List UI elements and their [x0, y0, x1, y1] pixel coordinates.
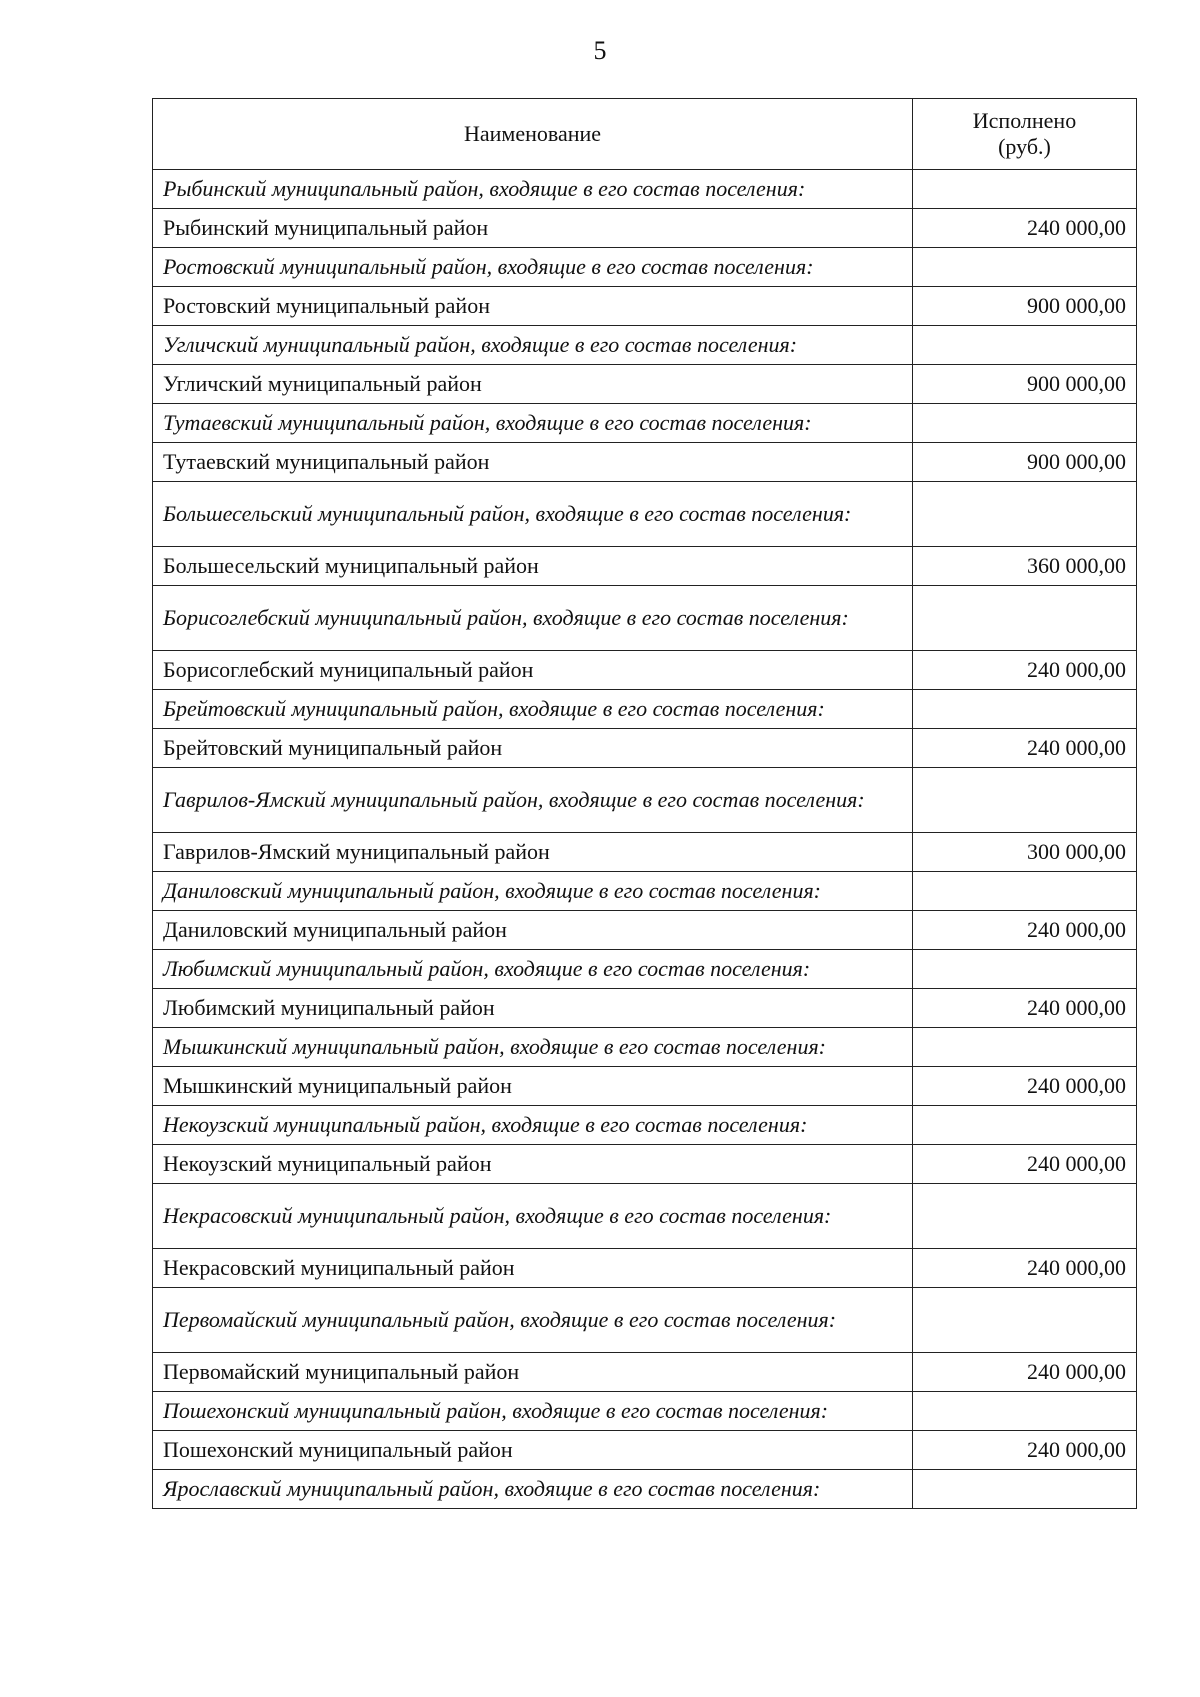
amount-cell — [913, 404, 1137, 443]
amount-cell — [913, 1106, 1137, 1145]
group-header-label: Некрасовский муниципальный район, входящие в его состав поселения: — [153, 1184, 913, 1249]
district-row — [153, 1431, 1137, 1470]
group-header-label: Борисоглебский муниципальный район, входящие в его состав поселения: — [153, 586, 913, 651]
amount-cell: 240 000,00 — [913, 911, 1137, 950]
amount-cell — [913, 1288, 1137, 1353]
group-header-label: Даниловский муниципальный район, входящие в его состав поселения: — [153, 872, 913, 911]
group-header-row — [153, 482, 1137, 547]
group-header-label: Некоузский муниципальный район, входящие в его состав поселения: — [153, 1106, 913, 1145]
amount-cell: 240 000,00 — [913, 989, 1137, 1028]
group-header-label: Рыбинский муниципальный район, входящие в его состав поселения: — [153, 170, 913, 209]
page-number: 5 — [593, 36, 607, 65]
amount-cell: 240 000,00 — [913, 1353, 1137, 1392]
column-header-amount-line1: Исполнено — [972, 108, 1077, 133]
column-header-name: Наименование — [153, 99, 913, 170]
group-header-row — [153, 872, 1137, 911]
group-header-label: Первомайский муниципальный район, входящие в его состав поселения: — [153, 1288, 913, 1353]
amount-cell — [913, 872, 1137, 911]
district-row — [153, 1353, 1137, 1392]
amount-cell: 240 000,00 — [913, 1249, 1137, 1288]
district-name: Борисоглебский муниципальный район — [153, 651, 913, 690]
district-row — [153, 1145, 1137, 1184]
group-header-row — [153, 1288, 1137, 1353]
amount-cell: 240 000,00 — [913, 651, 1137, 690]
district-row — [153, 1067, 1137, 1106]
group-header-label: Брейтовский муниципальный район, входящие в его состав поселения: — [153, 690, 913, 729]
amount-cell: 900 000,00 — [913, 443, 1137, 482]
district-row — [153, 911, 1137, 950]
group-header-label: Любимский муниципальный район, входящие в его состав поселения: — [153, 950, 913, 989]
district-name: Большесельский муниципальный район — [153, 547, 913, 586]
group-header-row — [153, 1184, 1137, 1249]
group-header-row — [153, 404, 1137, 443]
amount-cell: 300 000,00 — [913, 833, 1137, 872]
district-name: Рыбинский муниципальный район — [153, 209, 913, 248]
district-name: Брейтовский муниципальный район — [153, 729, 913, 768]
group-header-row — [153, 326, 1137, 365]
amount-cell: 900 000,00 — [913, 287, 1137, 326]
district-name: Ростовский муниципальный район — [153, 287, 913, 326]
district-row — [153, 833, 1137, 872]
amount-cell — [913, 1392, 1137, 1431]
district-row — [153, 547, 1137, 586]
group-header-row — [153, 1106, 1137, 1145]
amount-cell: 240 000,00 — [913, 1145, 1137, 1184]
district-name: Пошехонский муниципальный район — [153, 1431, 913, 1470]
table-body — [153, 170, 1137, 1509]
group-header-row — [153, 1392, 1137, 1431]
amount-cell — [913, 170, 1137, 209]
district-name: Угличский муниципальный район — [153, 365, 913, 404]
group-header-row — [153, 248, 1137, 287]
group-header-row — [153, 768, 1137, 833]
district-row — [153, 989, 1137, 1028]
amount-cell — [913, 768, 1137, 833]
amount-cell — [913, 1470, 1137, 1509]
district-name: Даниловский муниципальный район — [153, 911, 913, 950]
district-name: Мышкинский муниципальный район — [153, 1067, 913, 1106]
amount-cell — [913, 482, 1137, 547]
group-header-row — [153, 586, 1137, 651]
group-header-label: Угличский муниципальный район, входящие в его состав поселения: — [153, 326, 913, 365]
amount-cell — [913, 326, 1137, 365]
district-name: Некрасовский муниципальный район — [153, 1249, 913, 1288]
district-name: Тутаевский муниципальный район — [153, 443, 913, 482]
group-header-row — [153, 690, 1137, 729]
amount-cell: 240 000,00 — [913, 729, 1137, 768]
district-name: Гаврилов-Ямский муниципальный район — [153, 833, 913, 872]
group-header-label: Гаврилов-Ямский муниципальный район, входящие в его состав поселения: — [153, 768, 913, 833]
district-row — [153, 729, 1137, 768]
column-header-amount — [913, 99, 1137, 170]
group-header-row — [153, 170, 1137, 209]
district-name: Любимский муниципальный район — [153, 989, 913, 1028]
district-row — [153, 209, 1137, 248]
district-row — [153, 651, 1137, 690]
group-header-label: Ростовский муниципальный район, входящие в его состав поселения: — [153, 248, 913, 287]
amount-cell — [913, 690, 1137, 729]
district-row — [153, 287, 1137, 326]
column-header-amount-line2: (руб.) — [998, 134, 1051, 159]
amount-cell — [913, 248, 1137, 287]
amount-cell: 360 000,00 — [913, 547, 1137, 586]
amount-cell — [913, 1184, 1137, 1249]
group-header-label: Большесельский муниципальный район, входящие в его состав поселения: — [153, 482, 913, 547]
district-name: Первомайский муниципальный район — [153, 1353, 913, 1392]
group-header-row — [153, 1028, 1137, 1067]
budget-table — [152, 98, 1137, 1509]
table-header-row — [153, 99, 1137, 170]
amount-cell: 240 000,00 — [913, 209, 1137, 248]
amount-cell: 240 000,00 — [913, 1067, 1137, 1106]
group-header-label: Пошехонский муниципальный район, входящие в его состав поселения: — [153, 1392, 913, 1431]
amount-cell: 900 000,00 — [913, 365, 1137, 404]
district-row — [153, 443, 1137, 482]
group-header-label: Ярославский муниципальный район, входящие в его состав поселения: — [153, 1470, 913, 1509]
amount-cell: 240 000,00 — [913, 1431, 1137, 1470]
group-header-label: Тутаевский муниципальный район, входящие в его состав поселения: — [153, 404, 913, 443]
group-header-row — [153, 1470, 1137, 1509]
amount-cell — [913, 1028, 1137, 1067]
district-row — [153, 1249, 1137, 1288]
district-name: Некоузский муниципальный район — [153, 1145, 913, 1184]
district-row — [153, 365, 1137, 404]
amount-cell — [913, 950, 1137, 989]
amount-cell — [913, 586, 1137, 651]
group-header-label: Мышкинский муниципальный район, входящие в его состав поселения: — [153, 1028, 913, 1067]
group-header-row — [153, 950, 1137, 989]
